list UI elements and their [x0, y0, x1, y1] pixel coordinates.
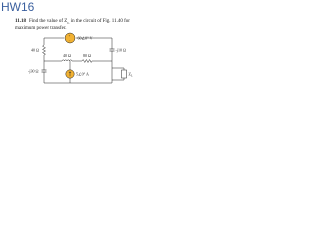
mid-resistor-right-label: 80 Ω — [83, 53, 91, 58]
load-impedance — [122, 70, 127, 78]
problem-text-line1: Find the value of Z — [28, 19, 68, 24]
current-source — [66, 70, 74, 78]
problem-number: 11.18 — [15, 19, 26, 24]
page-title: HW16 — [1, 0, 35, 14]
current-source-label: 5∠0° A — [76, 71, 89, 77]
left-resistor — [43, 45, 46, 55]
voltage-source — [65, 33, 75, 43]
mid-resistor — [82, 60, 92, 63]
problem-text-line2: maximum power transfer. — [15, 26, 67, 31]
left-capacitor — [42, 66, 47, 76]
circuit-diagram — [0, 0, 200, 113]
left-resistor-label: 40 Ω — [31, 47, 39, 53]
mid-resistor-left-label: 40 Ω — [63, 53, 71, 58]
mid-inductor — [62, 60, 72, 61]
left-capacitor-label: -j30 Ω — [28, 68, 39, 74]
right-capacitor-label: -j10 Ω — [115, 47, 126, 53]
load-label — [129, 72, 133, 78]
svg-text:−: − — [68, 38, 71, 42]
svg-text:+: + — [68, 34, 71, 38]
problem-text-line1-end: in the circuit of Fig. 11.40 for — [69, 19, 130, 24]
right-capacitor — [110, 45, 115, 55]
problem-sub: L — [67, 21, 70, 25]
load-label-sub: L — [130, 74, 133, 78]
load-label-main: Z — [128, 71, 131, 77]
voltage-source-label: 60∠0° V — [77, 35, 93, 41]
